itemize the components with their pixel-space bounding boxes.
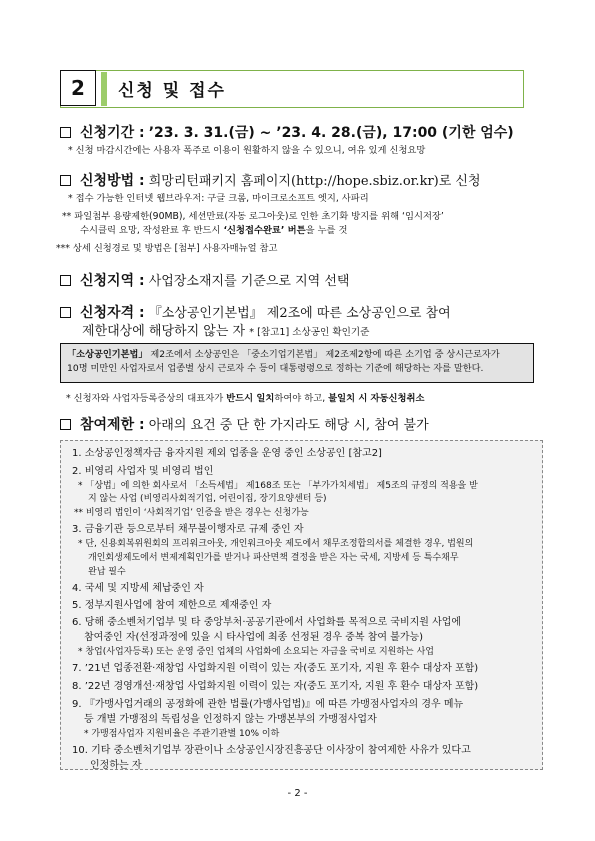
list-note: * 단, 신용회복위원회의 프리워크아웃, 개인워크아웃 제도에서 채무조정합의서를 체결한 경우, 법원의 bbox=[78, 539, 474, 549]
qualification-value-1: 『소상공인기본법』 제2조에 따른 소상공인으로 참여 bbox=[148, 306, 451, 321]
list-item: 1. 소상공인정책자금 융자지원 제외 업종을 운영 중인 소상공인 [참고2] bbox=[72, 448, 382, 459]
region-value: 사업장소재지를 기준으로 지역 선택 bbox=[148, 274, 350, 289]
section-title: 신청 및 접수 bbox=[118, 81, 226, 101]
checkbox-square-icon bbox=[60, 175, 71, 186]
method-label: 신청방법 : bbox=[80, 173, 145, 189]
definition-line-2: 10명 미만인 사업자로서 업종별 상시 근로자 수 등이 대통령령으로 정하는 기준에 해당하는 자를 말한다. bbox=[67, 363, 484, 374]
method-row bbox=[60, 172, 481, 191]
list-note: 완납 필수 bbox=[88, 567, 126, 577]
list-note: 지 않는 사업 (비영리사회적기업, 어린이집, 장기요양센터 등) bbox=[88, 494, 327, 504]
list-item-continued: 인정하는 자 bbox=[90, 760, 142, 771]
restriction-label: 참여제한 : bbox=[80, 417, 145, 433]
checkbox-square-icon bbox=[60, 307, 71, 318]
list-note: ** 비영리 법인이 ‘사회적기업’ 인증을 받은 경우는 신청가능 bbox=[74, 508, 309, 518]
list-item: 2. 비영리 사업자 및 비영리 법인 bbox=[72, 466, 214, 477]
period-value: ’23. 3. 31.(금) ~ ’23. 4. 28.(금), 17:00 (기한 엄수) bbox=[148, 125, 514, 141]
region-label: 신청지역 : bbox=[80, 273, 145, 289]
list-note: * 「상법」에 의한 회사로서 「소득세법」 제168조 또는 「부가가치세법」 제5조의 규정의 적용을 받 bbox=[78, 481, 478, 491]
qualification-value-2: 제한대상에 해당하지 않는 자 bbox=[82, 324, 246, 339]
definition-term: 「소상공인기본법」 bbox=[67, 349, 148, 360]
period-note: * 신청 마감시간에는 사용자 폭주로 이용이 원활하지 않을 수 있으니, 여유 있게 신청요망 bbox=[68, 145, 426, 156]
list-item-continued: 참여중인 자(선정과정에 있을 시 타사업에 최종 선정된 경우 중복 참여 불가능) bbox=[84, 632, 424, 643]
qualification-ref: * [참고1] 소상공인 확인기준 bbox=[249, 327, 370, 338]
method-note-2: ** 파일첨부 용량제한(90MB), 세션만료(자동 로그아웃)로 인한 초기화 방지를 위해 ‘임시저장’ bbox=[62, 211, 444, 222]
list-item: 5. 정부지원사업에 참여 제한으로 제재중인 자 bbox=[72, 600, 272, 611]
list-item: 8. ’22년 경영개선·재창업 사업화지원 이력이 있는 자(중도 포기자, 지원 후 환수 대상자 포함) bbox=[72, 681, 479, 692]
list-item: 3. 금융기관 등으로부터 채무불이행자로 규제 중인 자 bbox=[72, 524, 304, 535]
list-item: 6. 당해 중소벤처기업부 및 타 중앙부처·공공기관에서 사업화를 목적으로 국비지원 사업에 bbox=[72, 617, 462, 628]
period-row bbox=[60, 124, 514, 143]
definition-box: 「소상공인기본법」 제2조에서 소상공인은 「중소기업기본법」 제2조제2항에 따른 소기업 중 상시근로자가 10명 미만인 사업자로서 업종별 상시 근로자 수 등이 대통령령으로 정하는 기준에 해당하는 자를 말한다. bbox=[60, 343, 534, 383]
section-number: 2 bbox=[60, 70, 96, 106]
method-value: 희망리턴패키지 홈페이지(http://hope.sbiz.or.kr)로 신청 bbox=[148, 174, 481, 189]
restriction-value: 아래의 요건 중 단 한 가지라도 해당 시, 참여 불가 bbox=[148, 418, 429, 433]
section-accent-bar bbox=[101, 72, 107, 106]
list-item-continued: 등 개별 가맹점의 독립성을 인정하지 않는 가맹본부의 가맹점사업자 bbox=[84, 714, 377, 725]
page-number: - 2 - bbox=[287, 788, 308, 799]
list-note: * 창업(사업자등록) 또는 운영 중인 업체의 사업화에 소요되는 자금을 국비로 지원하는 사업 bbox=[78, 647, 434, 657]
checkbox-square-icon bbox=[60, 419, 71, 430]
list-item: 9. 『가맹사업거래의 공정화에 관한 법률(가맹사업법)』에 따른 가맹점사업자의 경우 메뉴 bbox=[72, 699, 464, 710]
qualification-label: 신청자격 : bbox=[80, 305, 145, 321]
restriction-row bbox=[60, 416, 429, 435]
period-label: 신청기간 : bbox=[80, 125, 145, 141]
list-item: 4. 국세 및 지방세 체납중인 자 bbox=[72, 583, 204, 594]
list-note: * 가맹점사업자 지원비율은 주관기관별 10% 이하 bbox=[84, 729, 280, 739]
qualification-row bbox=[60, 304, 451, 323]
method-note-4: *** 상세 신청경로 및 방법은 [첨부] 사용자매뉴얼 참고 bbox=[56, 243, 278, 254]
method-note-1: * 접수 가능한 인터넷 웹브라우저: 구글 크롬, 마이크로소프트 엣지, 사파리 bbox=[68, 193, 369, 204]
checkbox-square-icon bbox=[60, 275, 71, 286]
list-item: 10. 기타 중소벤처기업부 장관이나 소상공인시장진흥공단 이사장이 참여제한 사유가 있다고 bbox=[72, 745, 471, 756]
qualification-row-2 bbox=[82, 323, 369, 341]
list-note: 개인회생제도에서 변제계획인가를 받거나 파산면책 결정을 받은 자는 국세, 지방세 등 특수채무 bbox=[88, 553, 459, 563]
submit-complete-button-label: ‘신청접수완료’ 버튼 bbox=[223, 225, 306, 236]
checkbox-square-icon bbox=[60, 127, 71, 138]
method-note-3: 수시클릭 요망, 작성완료 후 반드시 ‘신청접수완료’ 버튼을 누를 것 bbox=[80, 225, 348, 236]
region-row bbox=[60, 272, 350, 291]
list-item: 7. ’21년 업종전환·재창업 사업화지원 이력이 있는 자(중도 포기자, 지원 후 환수 대상자 포함) bbox=[72, 663, 479, 674]
match-note: * 신청자와 사업자등록증상의 대표자가 반드시 일치하여야 하고, 불일치 시 자동신청취소 bbox=[66, 393, 425, 404]
